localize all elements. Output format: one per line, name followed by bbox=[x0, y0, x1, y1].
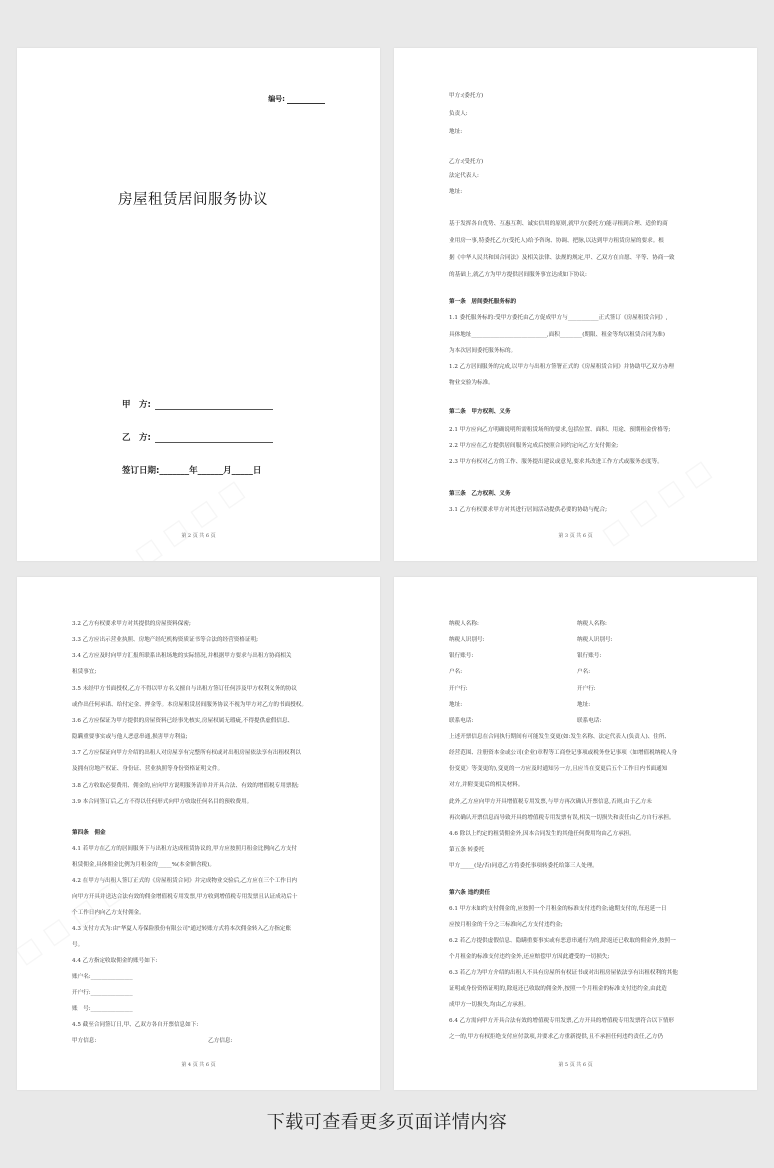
document-page-4 bbox=[17, 577, 380, 1090]
text-line: 开户行:_______________ bbox=[72, 990, 133, 996]
section-heading: 第四条 佣金 bbox=[72, 830, 106, 836]
text-line: 再次确认开票信息而导致开具的增值税专用发票有误,相关一切损失和责任由乙方自行承担。 bbox=[449, 815, 675, 821]
text-line: 份变更〉等变更的),变更的一方应及时通知另一方,且应当在变更后五个工作日内书面通知 bbox=[449, 766, 668, 772]
text-line: 对方,并附变更后的相关材料。 bbox=[449, 782, 524, 788]
text-line: 2.1 甲方应向乙方明确说明所需租赁场所的要求,包括位置、面积、用途、预期租金价格等; bbox=[449, 427, 671, 433]
party-b-invoice-field: 纳税人名称: bbox=[577, 621, 607, 627]
text-line: 账户名:_______________ bbox=[72, 974, 133, 980]
text-line: 4.5 截至合同签订日,甲、乙双方各自开票信息如下: bbox=[72, 1022, 199, 1028]
text-line: 应按月租金的千分之三标准向乙方支付违约金; bbox=[449, 922, 563, 928]
text-line: 地址: bbox=[449, 129, 463, 135]
text-line: 租赁事宜; bbox=[72, 669, 97, 675]
text-line: 3.5 未经甲方书面授权,乙方不得以甲方名义擅自与出租方签订任何涉及甲方权利义务的协议 bbox=[72, 686, 298, 692]
party-a-label: 甲 方: bbox=[122, 400, 151, 410]
party-a-invoice-field: 纳税人名称: bbox=[449, 621, 479, 627]
text-line: 具体地址___________________________,面积________(期限、租金等均以租赁合同为准) bbox=[449, 332, 665, 338]
party-b-field bbox=[122, 431, 273, 443]
text-line: 物业交验为标准。 bbox=[449, 380, 494, 386]
serial-number-blank bbox=[287, 103, 325, 104]
party-a-field bbox=[122, 398, 273, 410]
text-line: 基于发挥各自优势、互惠互利、诚实信用的原则,就甲方(委托方)能寻租到合理、适价的商 bbox=[449, 221, 668, 227]
text-line: 的基础上,就乙方为甲方提供居间服务事宜达成如下协议: bbox=[449, 272, 587, 278]
text-line: 成甲方一切损失,均由乙方承担。 bbox=[449, 1002, 530, 1008]
text-line: 甲方_____(是/否)同意乙方将委托事项转委托给第三人处理。 bbox=[449, 863, 598, 869]
watermark bbox=[130, 475, 250, 561]
text-line: 3.6 乙方应保证为甲方提供的房屋资料已经事先核实,房屋权属无瑕疵,不得提供虚假信息、 bbox=[72, 718, 294, 724]
serial-number-field bbox=[268, 94, 325, 104]
text-line: 6.4 乙方需向甲方开具合法有效的增值税专用发票,乙方开具的增值税专用发票符合以下情形 bbox=[449, 1018, 675, 1024]
text-line: 4.1 若甲方在乙方的居间服务下与出租方达成租赁协议的,甲方应按照月租金比例向乙方支付 bbox=[72, 846, 298, 852]
text-line: 证明或身份资格证明的,除返还已收取的佣金外,按照一个月租金的标准支付违约金,由此造 bbox=[449, 986, 667, 992]
text-line: 上述开票信息在合同执行期间有可能发生变更(如:发生名称、法定代表人(负责人)、住所、 bbox=[449, 734, 670, 740]
section-heading: 第六条 违约责任 bbox=[449, 890, 491, 896]
document-page-3 bbox=[394, 48, 757, 561]
text-line: 地址: bbox=[449, 189, 463, 195]
party-a-invoice-field: 地址: bbox=[449, 702, 463, 708]
text-line: 个月租金的标准支付违约金外,还应赔偿甲方因此遭受的一切损失; bbox=[449, 954, 610, 960]
party-a-invoice-field: 纳税人识别号: bbox=[449, 637, 485, 643]
page-number: 第 5 页 共 6 页 bbox=[558, 1062, 593, 1068]
text-line: 租赁佣金,具体佣金比例为月租金的_____%(本金额含税)。 bbox=[72, 862, 215, 868]
party-a-invoice-field: 开户行: bbox=[449, 686, 468, 692]
text-line: 6.3 若乙方为甲方介绍的出租人不具有房屋所有权证书或对出租房屋依法享有出租权利的其他 bbox=[449, 970, 678, 976]
text-line: 3.2 乙方有权要求甲方对其提供的房屋资料保密; bbox=[72, 621, 191, 627]
section-heading: 第一条 居间委托服务标的 bbox=[449, 299, 517, 305]
text-line: 3.3 乙方应出示营业执照、房地产经纪机构资质证书等合法的经营资格证明; bbox=[72, 637, 258, 643]
page-number: 第 4 页 共 6 页 bbox=[181, 1062, 216, 1068]
text-line: 为本次居间委托服务标的。 bbox=[449, 348, 517, 354]
text-line: 之一的,甲方有权拒绝支付应付款项,并要求乙方重新提供,且不承担任何违约责任,乙方仍 bbox=[449, 1034, 664, 1040]
text-line: 4.4 乙方指定收取佣金的账号如下: bbox=[72, 958, 158, 964]
text-line: 此外,乙方应向甲方开具增值税专用发票,与甲方再次确认开票信息,否则,由于乙方未 bbox=[449, 799, 652, 805]
text-line: 账 号:_______________ bbox=[72, 1006, 133, 1012]
text-line: 4.2 在甲方与出租人签订正式的《房屋租赁合同》并完成物业交验后,乙方应在三个工作日内 bbox=[72, 878, 298, 884]
document-page-5 bbox=[394, 577, 757, 1090]
text-line: 1.2 乙方居间服务的完成,以甲方与出租方签署正式的《房屋租赁合同》并协助甲乙双方办理 bbox=[449, 364, 675, 370]
text-line: 个工作日内向乙方支付佣金。 bbox=[72, 910, 145, 916]
party-b-blank bbox=[155, 442, 273, 443]
text-line: 3.4 乙方应及时向甲方汇报所联系出租场地的实际情况,并根据甲方要求与出租方协商相关 bbox=[72, 653, 292, 659]
text-line: 第五条 转委托 bbox=[449, 847, 485, 853]
text-line: 4.3 支付方式为:由"华夏人寿保险股份有限公司"通过转账方式将本次佣金转入乙方指定账 bbox=[72, 926, 292, 932]
watermark bbox=[17, 874, 130, 971]
section-heading: 第二条 甲方权利、义务 bbox=[449, 409, 511, 415]
text-line: 3.7 乙方应保证向甲方介绍的出租人对房屋享有完整所有权或对出租房屋依法享有出租权利以 bbox=[72, 750, 301, 756]
text-line: 负责人: bbox=[449, 111, 468, 117]
party-b-invoice-field: 纳税人识别号: bbox=[577, 637, 613, 643]
party-a-invoice-field: 联系电话: bbox=[449, 718, 474, 724]
text-line: 据《中华人民共和国合同法》及相关法律、法规的规定,甲、乙双方在自愿、平等、协商一致 bbox=[449, 255, 675, 261]
text-line: 3.8 乙方收取必要费用、佣金的,应向甲方说明服务清单并开具合法、有效的增值税专用票据; bbox=[72, 783, 299, 789]
text-line: 6.1 甲方未如约支付佣金的,应按照一个月租金的标准支付违约金;逾期支付的,每迟延一日 bbox=[449, 906, 667, 912]
text-line: 甲方:(委托方) bbox=[449, 93, 484, 99]
text-line: 隐瞒重要事实或与他人恶意串通,损害甲方利益; bbox=[72, 734, 188, 740]
text-line: 法定代表人: bbox=[449, 173, 479, 179]
section-heading: 第三条 乙方权利、义务 bbox=[449, 491, 511, 497]
text-line: 向甲方开具并送达合法有效的佣金增值税专用发票,甲方收到增值税专用发票且认证成功后十 bbox=[72, 894, 298, 900]
serial-number-label: 编号: bbox=[268, 95, 285, 103]
text-line: 1.1 委托服务标的:受甲方委托由乙方促成甲方与___________正式签订《房屋租赁合同》, bbox=[449, 315, 668, 321]
text-line: 业用房一事,特委托乙方(受托人)给予咨询、协调、把脉,以达到甲方租赁房屋的要求。根 bbox=[449, 238, 664, 244]
party-b-invoice-field: 联系电话: bbox=[577, 718, 602, 724]
text-line: 及拥有房地产权证、身份证、营业执照等身份资格证明文件。 bbox=[72, 766, 224, 772]
party-b-invoice-field: 银行账号: bbox=[577, 653, 602, 659]
text-line: 3.1 乙方有权要求甲方对其进行居间活动提供必要的协助与配合; bbox=[449, 507, 607, 513]
text-line: 乙方:(受托方) bbox=[449, 159, 484, 165]
party-b-invoice-field: 户名: bbox=[577, 669, 591, 675]
text-line: 经营范围、注册资本金或公司(企业)章程等工商登记事项或税务登记事项〈如增值税纳税人身 bbox=[449, 750, 678, 756]
document-page-cover bbox=[17, 48, 380, 561]
party-b-invoice-field: 开户行: bbox=[577, 686, 596, 692]
text-line: 2.2 甲方应在乙方提供居间服务完成后按照合同约定向乙方支付佣金; bbox=[449, 443, 619, 449]
party-a-invoice-field: 户名: bbox=[449, 669, 463, 675]
party-b-label: 乙 方: bbox=[122, 433, 151, 443]
text-line: 号。 bbox=[72, 942, 84, 948]
party-a-invoice-field: 银行账号: bbox=[449, 653, 474, 659]
text-line: 6.2 若乙方提供虚假信息、隐瞒重要事实或有恶意串通行为的,除返还已收取的佣金外,按照一 bbox=[449, 938, 676, 944]
download-more-prompt: 下载可查看更多页面详情内容 bbox=[266, 1112, 508, 1133]
text-line: 2.3 甲方有权对乙方的工作、服务提出建议或意见,要求其改进工作方式或服务态度等。 bbox=[449, 459, 663, 465]
document-title: 房屋租赁居间服务协议 bbox=[118, 192, 268, 208]
text-line: 4.6 除以上约定的租赁佣金外,因本合同发生的其他任何费用均由乙方承担。 bbox=[449, 831, 635, 837]
page-number: 第 3 页 共 6 页 bbox=[558, 533, 593, 539]
text-line: 甲方信息: 乙方信息: bbox=[72, 1038, 233, 1044]
party-b-invoice-field: 地址: bbox=[577, 702, 591, 708]
page-number: 第 2 页 共 6 页 bbox=[181, 533, 216, 539]
text-line: 3.9 本合同签订后,乙方不得以任何形式向甲方收取任何名目的预收费用。 bbox=[72, 799, 253, 805]
party-a-blank bbox=[155, 409, 273, 410]
text-line: 或作出任何承诺、给付定金、押金等。本房屋租赁居间服务协议不视为甲方对乙方的书面授权。 bbox=[72, 702, 307, 708]
sign-date-field: 签订日期:_______年______月_____日 bbox=[122, 466, 262, 476]
